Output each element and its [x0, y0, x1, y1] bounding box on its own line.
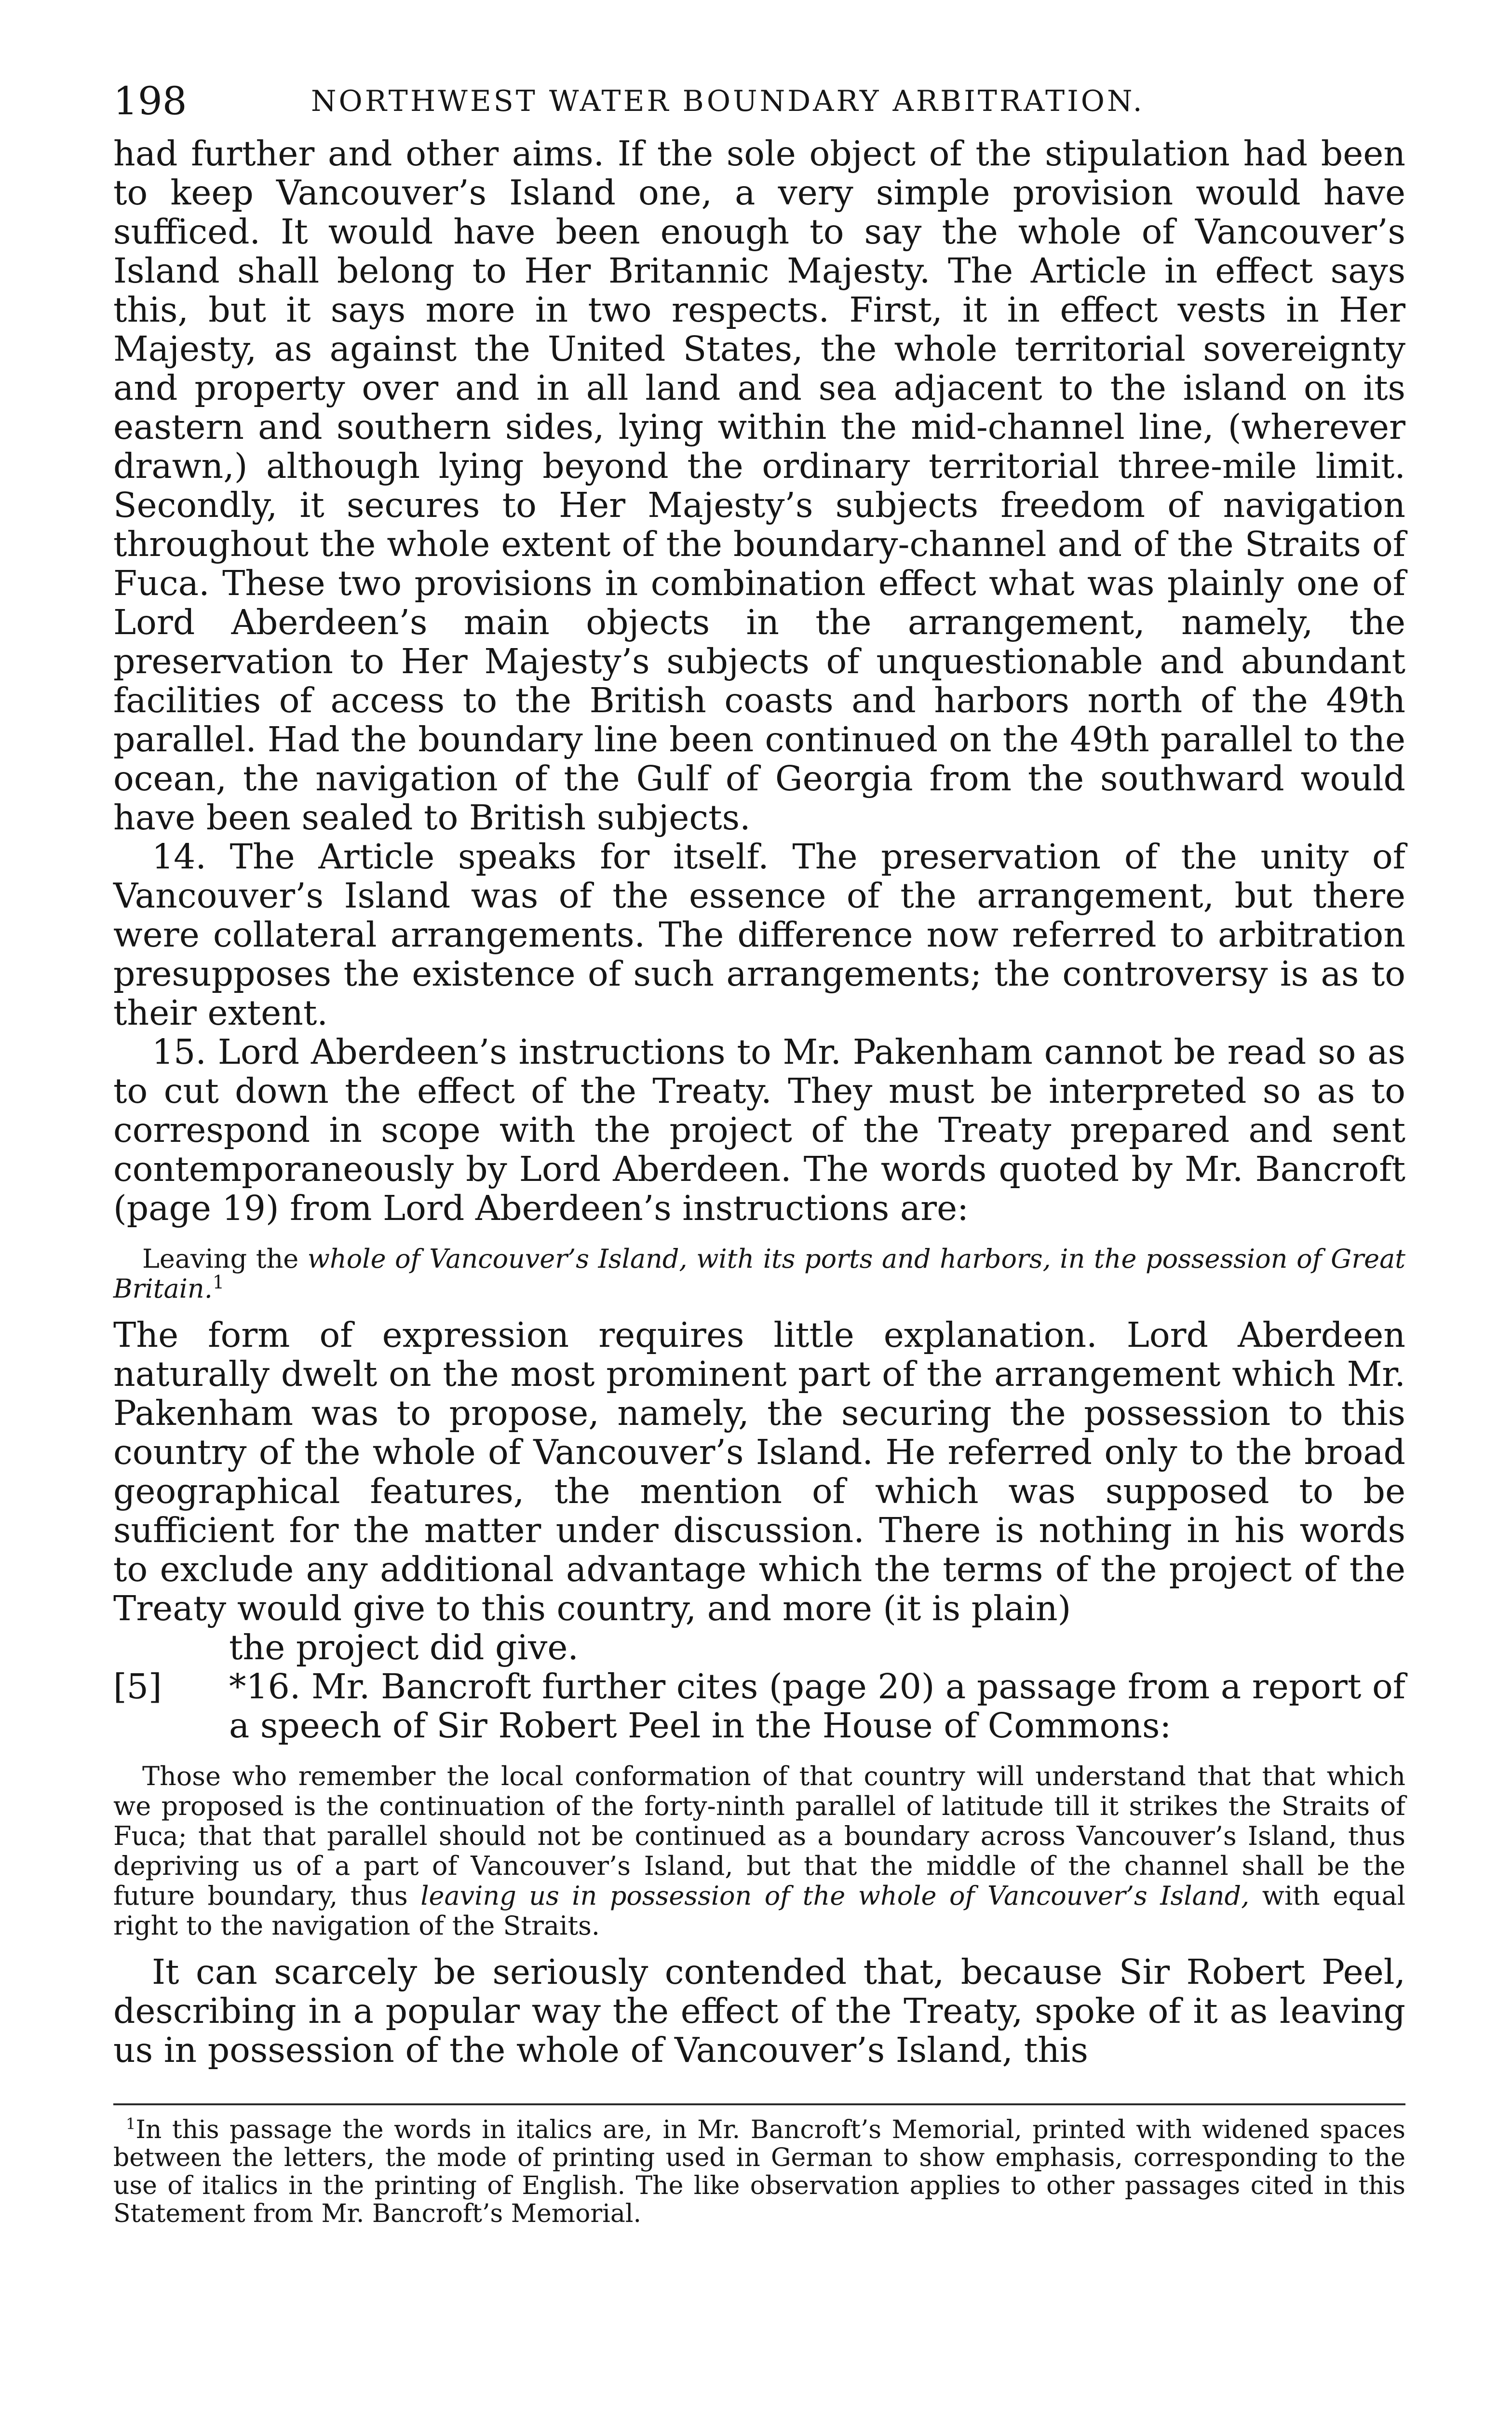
paragraph-14: 14. The Article speaks for itself. The preservation of the unity of Vancouver’s Island was of the essence of the arrangement, but there were collateral arrangements. The difference now referred to arbitration presupposes the existence of such arrangements; the controversy is as to their extent.	[113, 837, 1405, 1033]
peel-quote-lead: Those who remember the local conformation of that country will understand that that which we proposed is the continuation of the forty-ninth parallel of latitude till it strikes the Straits of Fuca; that that parallel should not be continued as a boundary across Vancouver’s Island, thus depriving us of a part of Vancouver’s Island, but that the middle of the channel shall be the future boundary, thus	[113, 1761, 1405, 1911]
peel-quote-italic: leaving us in possession of the whole of Vancouver’s Island,	[420, 1881, 1250, 1911]
paragraph-16: *16. Mr. Bancroft further cites (page 20) a passage from a report of a speech of Sir Robert Peel in the House of Commons:	[229, 1666, 1405, 1746]
footnote-marker: 1	[126, 2114, 136, 2133]
document-page	[113, 72, 1405, 2228]
paragraph-16-continuation: It can scarcely be seriously contended that, because Sir Robert Peel, describing in a popular way the effect of the Treaty, spoke of it as leaving us in possession of the whole of Vancouver’s Island, this	[113, 1952, 1405, 2070]
aberdeen-quote-italic: whole of Vancouver’s Island, with its ports and harbors, in the possession of Great Britain.	[113, 1244, 1405, 1304]
running-title: NORTHWEST WATER BOUNDARY ARBITRATION.	[311, 84, 1145, 118]
aberdeen-quote	[113, 1244, 1405, 1304]
paragraph-continued-from-previous-page: had further and other aims. If the sole object of the stipulation had been to keep Vancouver’s Island one, a very simple provision would have sufficed. It would have been enough to say the whole of Vancouver’s Island shall belong to Her Britannic Majesty. The Article in effect says this, but it says more in two respects. First, it in effect vests in Her Majesty, as against the United States, the whole territorial sovereignty and property over and in all land and sea adjacent to the island on its eastern and southern sides, lying within the mid-channel line, (wherever drawn,) although lying beyond the ordinary territorial three-mile limit. Secondly, it secures to Her Majesty’s subjects freedom of navigation throughout the whole extent of the boundary-channel and of the Straits of Fuca. These two provisions in combination effect what was plainly one of Lord Aberdeen’s main objects in the arrangement, namely, the preservation to Her Majesty’s subjects of unquestionable and abundant facilities of access to the British coasts and harbors north of the 49th parallel. Had the boundary line been continued on the 49th parallel to the ocean, the navigation of the Gulf of Georgia from the southward would have been sealed to British subjects.	[113, 134, 1405, 838]
footnote	[113, 2116, 1405, 2228]
paragraph-15-continuation-tail: the project did give.	[229, 1627, 579, 1667]
running-header	[113, 72, 1405, 130]
footnote-reference: 1	[212, 1272, 225, 1293]
footnote-text: In this passage the words in italics are, in Mr. Bancroft’s Memorial, printed with widened spaces between the letters, the mode of printing used in German to show emphasis, corresponding to the use of italics in the printing of English. The like observation applies to other passages cited in this Statement from Mr. Bancroft’s Memorial.	[113, 2115, 1405, 2228]
paragraph-15-continuation: The form of expression requires little explanation. Lord Aberdeen naturally dwelt on the most prominent part of the arrangement which Mr. Pakenham was to propose, namely, the securing the possession to this country of the whole of Vancouver’s Island. He referred only to the broad geographical features, the mention of which was supposed to be sufficient for the matter under discussion. There is nothing in his words to exclude any additional advantage which the terms of the project of the Treaty would give to this country, and more (it is plain)	[113, 1315, 1405, 1628]
aberdeen-quote-lead: Leaving the	[142, 1244, 308, 1274]
footnote-divider	[113, 2103, 1405, 2105]
peel-quote-tail: with equal right to the navigation of the Straits.	[113, 1881, 1406, 1941]
paragraph-16-block	[113, 1667, 1405, 1745]
peel-speech-quote	[113, 1761, 1405, 1941]
margin-page-marker: [5]	[113, 1666, 162, 1707]
page-number: 198	[113, 79, 187, 123]
paragraph-15: 15. Lord Aberdeen’s instructions to Mr. Pakenham cannot be read so as to cut down the effect of the Treaty. They must be interpreted so as to correspond in scope with the project of the Treaty prepared and sent contemporaneously by Lord Aberdeen. The words quoted by Mr. Bancroft (page 19) from Lord Aberdeen’s instructions are:	[113, 1032, 1405, 1228]
